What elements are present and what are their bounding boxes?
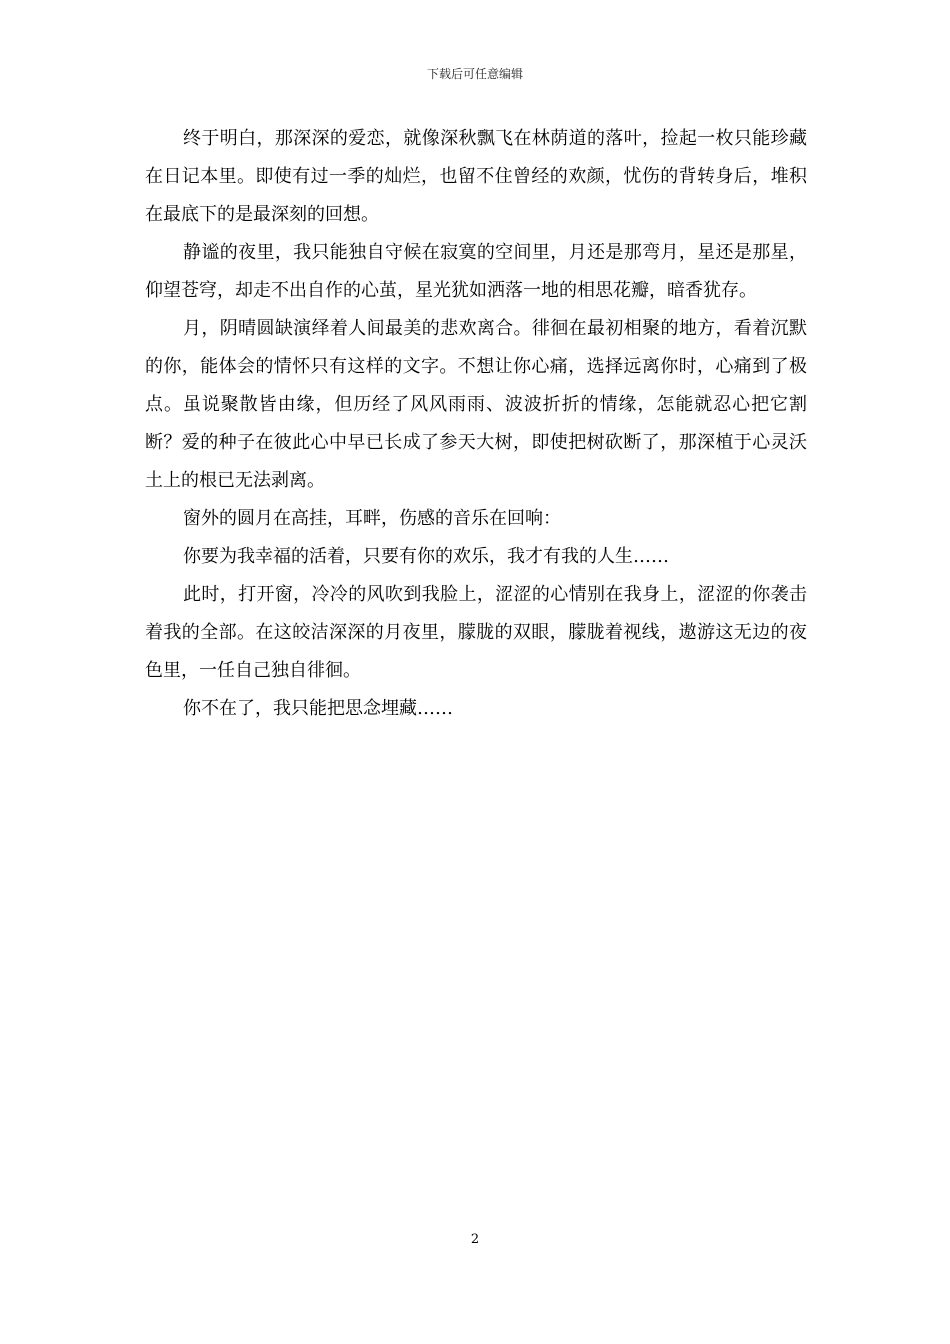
paragraph: 此时，打开窗，冷冷的风吹到我脸上，涩涩的心情别在我身上，涩涩的你袭击着我的全部。在这皎洁深深的月夜里，朦胧的双眼，朦胧着视线，遨游这无边的夜色里，一任自己独自徘徊。	[145, 584, 807, 681]
paragraph: 静谧的夜里，我只能独自守候在寂寞的空间里，月还是那弯月，星还是那星，仰望苍穹，却走不出自作的心茧，星光犹如洒落一地的相思花瓣，暗香犹存。	[145, 242, 807, 301]
page-header: 下载后可任意编辑	[426, 67, 523, 81]
paragraph: 你要为我幸福的活着，只要有你的欢乐，我才有我的人生……	[183, 546, 669, 567]
paragraph: 窗外的圆月在高挂，耳畔，伤感的音乐在回响：	[183, 508, 561, 529]
paragraph: 你不在了，我只能把思念埋藏……	[183, 698, 453, 719]
page-number: 2	[470, 1232, 480, 1247]
body-text	[145, 120, 807, 728]
paragraph: 终于明白，那深深的爱恋，就像深秋飘飞在林荫道的落叶，捡起一枚只能珍藏在日记本里。即使有过一季的灿烂，也留不住曾经的欢颜，忧伤的背转身后，堆积在最底下的是最深刻的回想。	[145, 128, 807, 225]
paragraph: 月，阴晴圆缺演绎着人间最美的悲欢离合。徘徊在最初相聚的地方，看着沉默的你，能体会的情怀只有这样的文字。不想让你心痛，选择远离你时，心痛到了极点。虽说聚散皆由缘，但历经了风风雨雨、波波折折的情缘，怎能就忍心把它割断？爱的种子在彼此心中早已长成了参天大树，即使把树砍断了，那深植于心灵沃土上的根已无法剥离。	[145, 318, 807, 491]
